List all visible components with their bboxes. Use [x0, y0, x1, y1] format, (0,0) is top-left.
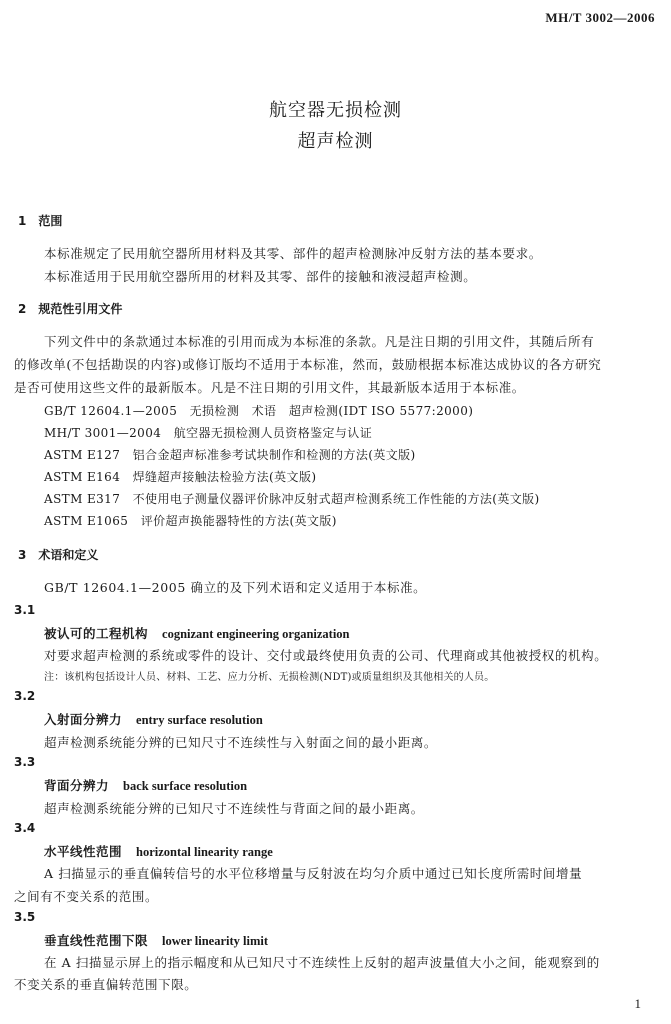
- reference-item: GB/T 12604.1—2005 无损检测 术语 超声检测(IDT ISO 5577:2000): [44, 404, 474, 418]
- term-chinese: 被认可的工程机构: [44, 626, 149, 641]
- term-heading: [44, 624, 350, 642]
- term-definition: 之间有不变关系的范围。: [14, 889, 159, 904]
- term-definition: 在 A 扫描显示屏上的指示幅度和从已知尺寸不连续性上反射的超声波量值大小之间，能观察到的: [44, 955, 600, 970]
- term-number: 3.3: [14, 755, 36, 769]
- term-heading: [44, 931, 268, 949]
- term-chinese: 水平线性范围: [44, 844, 123, 859]
- term-heading: [44, 842, 273, 860]
- references-paragraph-line: 的修改单(不包括勘误的内容)或修订版均不适用于本标准，然而，鼓励根据本标准达成协议的各方研究: [14, 357, 602, 372]
- section-heading-scope: 1 范围: [18, 214, 63, 228]
- term-chinese: 垂直线性范围下限: [44, 933, 149, 948]
- term-number: 3.2: [14, 689, 36, 703]
- document-subtitle: 超声检测: [297, 131, 374, 152]
- term-heading: [44, 710, 263, 728]
- term-definition: 不变关系的垂直偏转范围下限。: [14, 977, 198, 992]
- reference-item: ASTM E164 焊缝超声接触法检验方法(英文版): [44, 470, 317, 484]
- section-heading-terms-definitions: 3 术语和定义: [18, 548, 99, 562]
- scope-paragraph-2: 本标准适用于民用航空器所用的材料及其零、部件的接触和液浸超声检测。: [44, 269, 477, 284]
- term-note: 注：该机构包括设计人员、材料、工艺、应力分析、无损检测(NDT)或质量组织及其他相关的人员。: [44, 672, 495, 683]
- reference-item: MH/T 3001—2004 航空器无损检测人员资格鉴定与认证: [44, 426, 373, 440]
- term-definition: 对要求超声检测的系统或零件的设计、交付或最终使用负责的公司、代理商或其他被授权的机构。: [44, 648, 608, 663]
- references-paragraph-line: 下列文件中的条款通过本标准的引用而成为本标准的条款。凡是注日期的引用文件，其随后所有: [44, 334, 595, 349]
- reference-item: ASTM E317 不使用电子测量仪器评价脉冲反射式超声检测系统工作性能的方法(英文版): [44, 492, 540, 506]
- term-english: cognizant engineering organization: [162, 627, 350, 641]
- term-english: entry surface resolution: [136, 713, 263, 727]
- references-paragraph-line: 是否可使用这些文件的最新版本。凡是不注日期的引用文件，其最新版本适用于本标准。: [14, 380, 525, 395]
- term-chinese: 背面分辨力: [44, 778, 110, 793]
- term-definition: 超声检测系统能分辨的已知尺寸不连续性与入射面之间的最小距离。: [44, 735, 438, 750]
- term-chinese: 入射面分辨力: [44, 712, 123, 727]
- term-definition: A 扫描显示的垂直偏转信号的水平位移增量与反射波在均匀介质中通过已知长度所需时间增量: [44, 866, 583, 881]
- standard-number: MH/T 3002—2006: [545, 10, 655, 25]
- term-number: 3.5: [14, 910, 36, 924]
- reference-item: ASTM E1065 评价超声换能器特性的方法(英文版): [44, 514, 337, 528]
- terms-intro: GB/T 12604.1—2005 确立的及下列术语和定义适用于本标准。: [44, 580, 427, 595]
- term-english: back surface resolution: [123, 779, 248, 793]
- scope-paragraph-1: 本标准规定了民用航空器所用材料及其零、部件的超声检测脉冲反射方法的基本要求。: [44, 246, 542, 261]
- term-heading: [44, 776, 247, 794]
- reference-item: ASTM E127 铝合金超声标准参考试块制作和检测的方法(英文版): [44, 448, 416, 462]
- term-number: 3.1: [14, 603, 36, 617]
- term-english: horizontal linearity range: [136, 845, 273, 859]
- term-number: 3.4: [14, 821, 36, 835]
- term-english: lower linearity limit: [162, 934, 269, 948]
- page-number: 1: [634, 996, 641, 1011]
- section-heading-normative-references: 2 规范性引用文件: [18, 302, 123, 316]
- term-definition: 超声检测系统能分辨的已知尺寸不连续性与背面之间的最小距离。: [44, 801, 424, 816]
- document-title: 航空器无损检测: [269, 100, 402, 121]
